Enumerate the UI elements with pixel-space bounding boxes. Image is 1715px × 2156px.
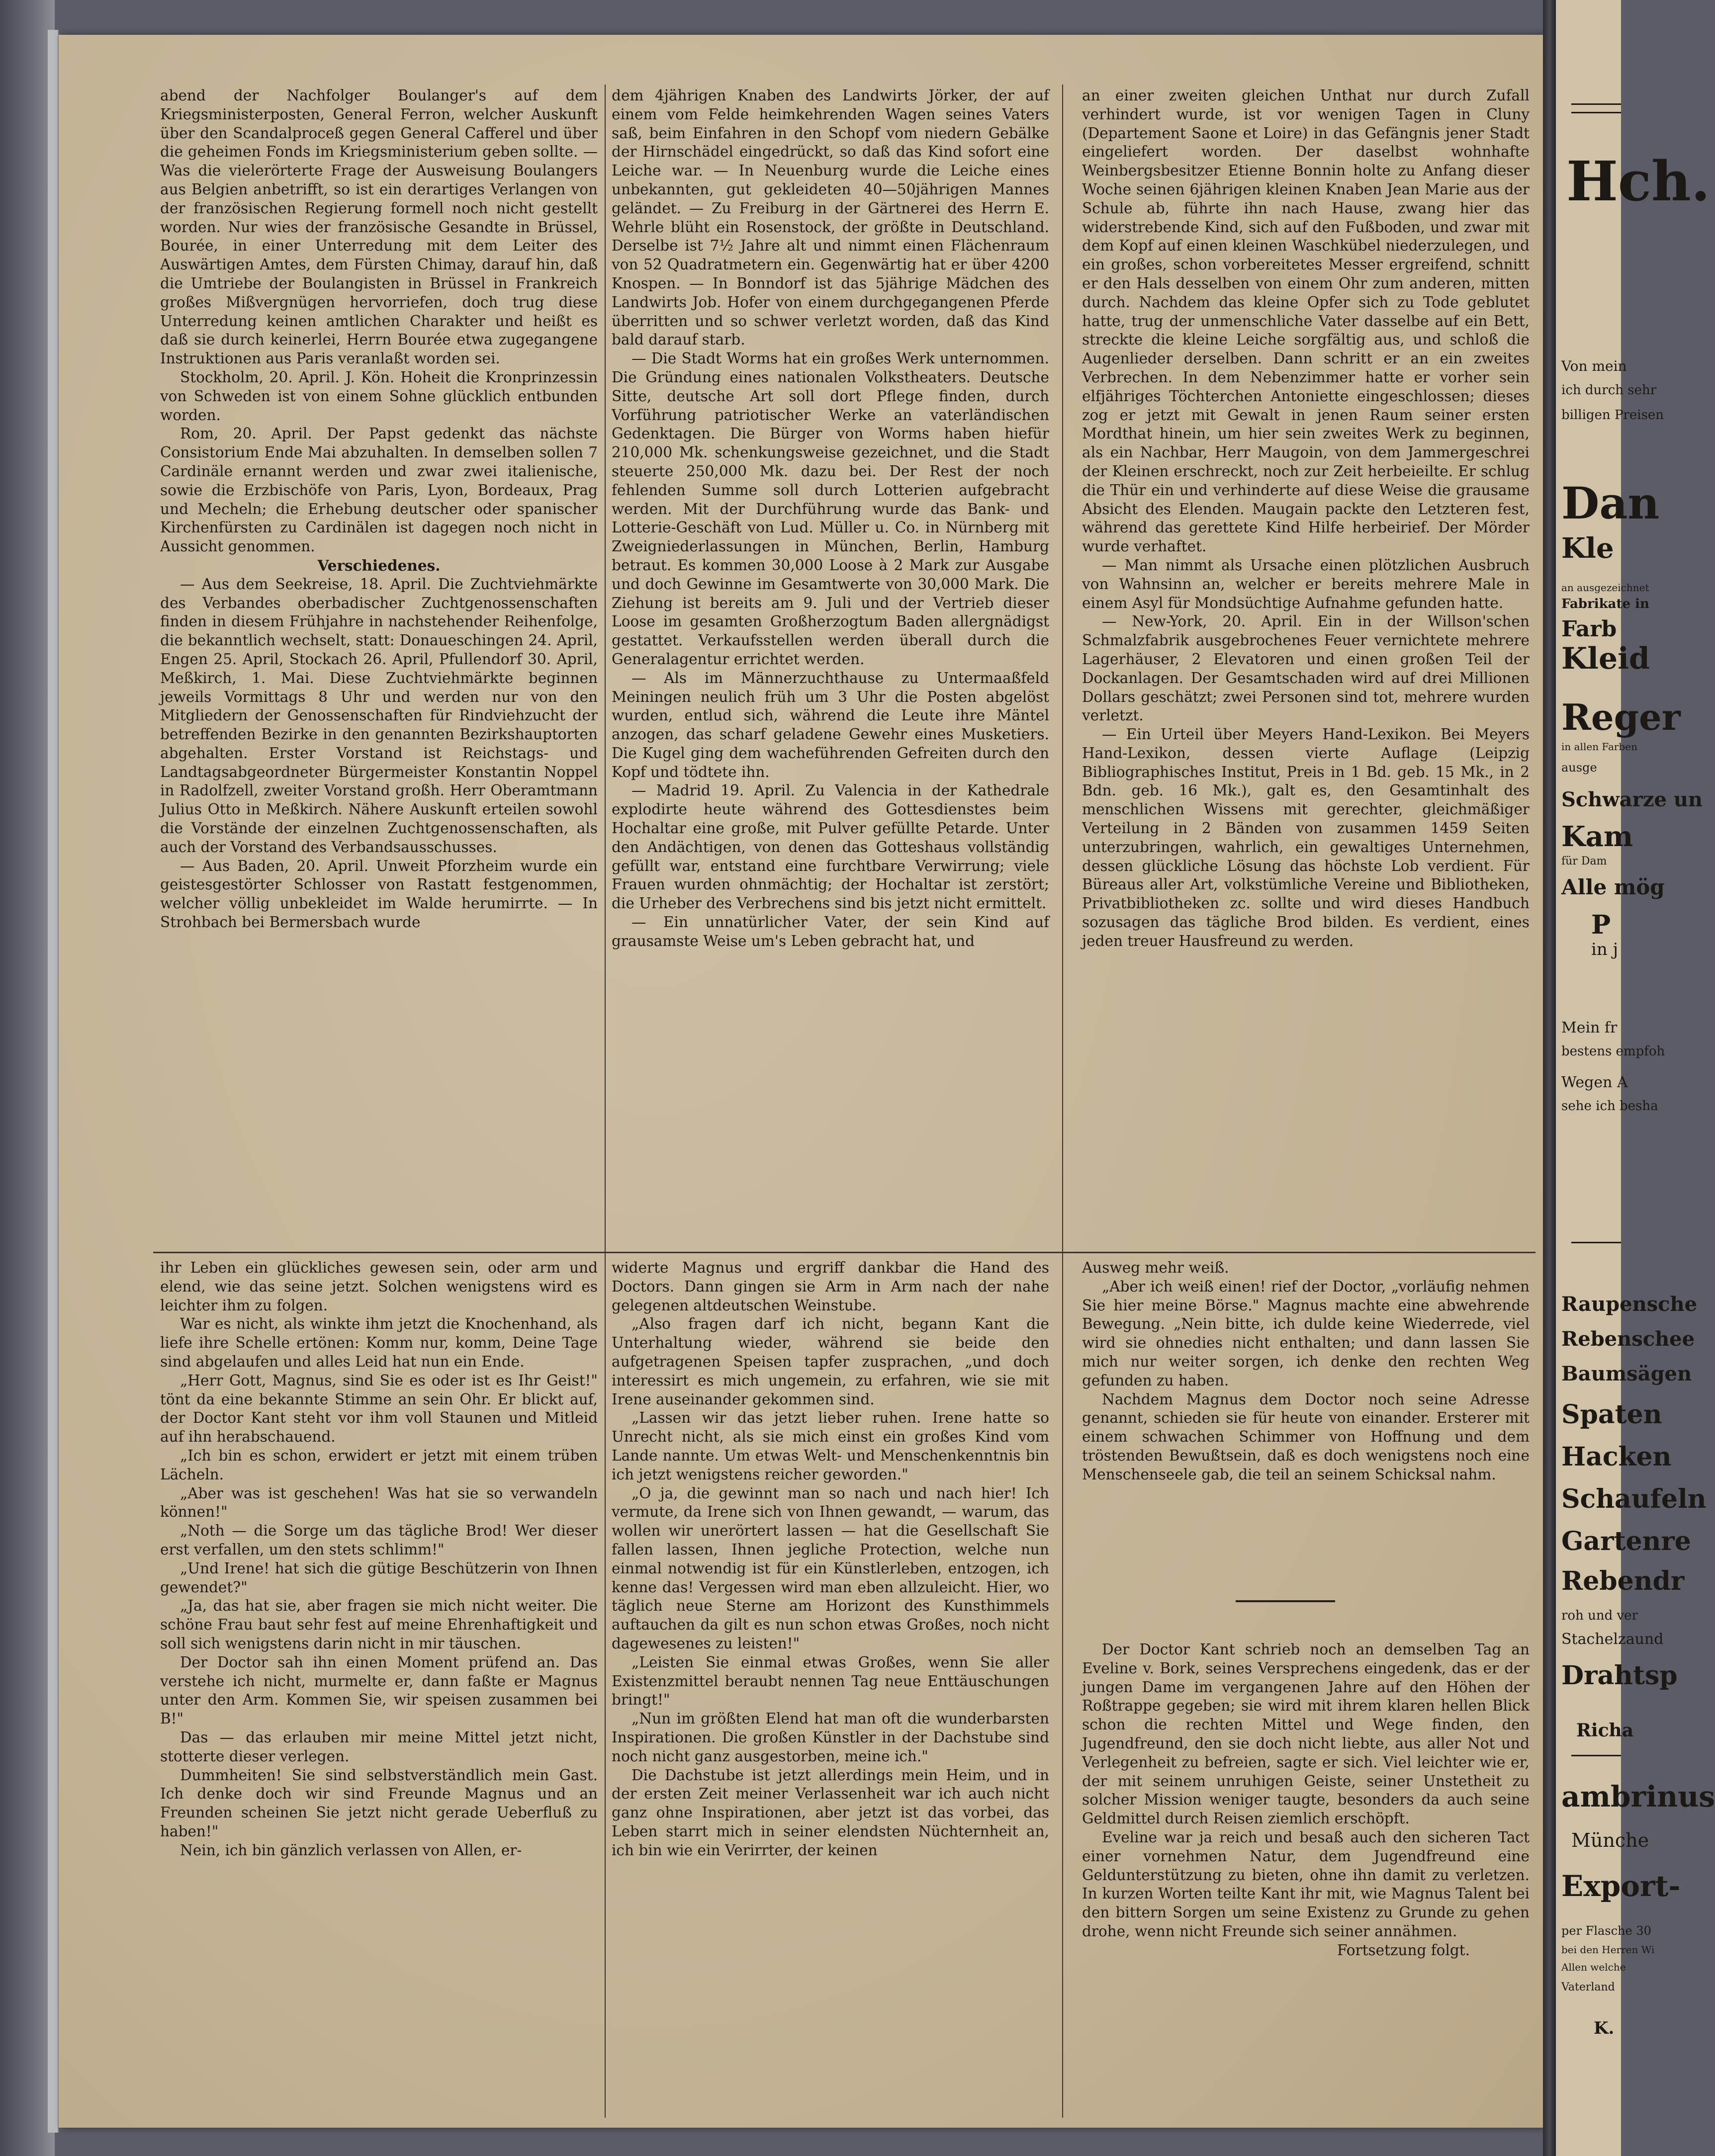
article-paragraph: Dummheiten! Sie sind selbstverständlich mein Gast. Ich denke doch wir sind Freunde Magnus und an Freunden scheinen Sie jetzt nicht gerade Ueberfluß zu haben!": [160, 1766, 598, 1840]
ad-fragment: Farb: [1561, 616, 1617, 642]
feuilleton-divider: [153, 1252, 1535, 1253]
continuation-note: Fortsetzung folgt.: [1337, 1941, 1470, 1959]
article-paragraph: — Ein unnatürlicher Vater, der sein Kind auf grausamste Weise um's Leben gebracht hat, und: [612, 914, 1049, 949]
article-paragraph: — Madrid 19. April. Zu Valencia in der Kathedrale explodirte heute während des Gottesdienstes beim Hochaltar eine große, mit Pulver gefüllte Petarde. Unter den Andächtigen, von denen das Gotteshaus vollständig gefüllt war, entstand eine furchtbare Verwirrung; viele Frauen wurden ohnmächtig; der Hochaltar ist zerstört; die Urheber des Verbrechens sind bis jetzt nicht ermittelt.: [612, 782, 1049, 912]
ad-fragment: Export-: [1561, 1869, 1681, 1903]
ad-fragment: Rebenschee: [1561, 1327, 1695, 1351]
article-continuation: Ausweg mehr weiß.: [1082, 1259, 1229, 1276]
article-paragraph: Der Doctor Kant schrieb noch an demselben Tag an Eveline v. Bork, seines Versprechens eingedenk, das er der jungen Dame im vergangenen Jahre auf den Höhen der Roßtrappe gegeben; sie wird mit ihrem klaren hellen Blick schon die rechten Mittel und Wege finden, den Jugendfreund, den sie doch nicht liebte, aus aller Not und Verlegenheit zu befreien, sagte er sich. Viel leichter wie er, der mit seinem unruhigen Geiste, seiner Unstetheit zu solcher Mission weniger taugte, besonders da auch seine Geldmittel durch Reisen ziemlich erschöpft.: [1082, 1641, 1530, 1827]
feuilleton-column-2: [612, 1259, 1049, 2119]
ad-rule: [1571, 1242, 1621, 1243]
feuilleton-column-1: [160, 1259, 598, 2119]
article-paragraph: — Aus dem Seekreise, 18. April. Die Zuchtviehmärkte des Verbandes oberbadischer Zuchtgenossenschaften finden in diesem Frühjahre in nachstehender Reihenfolge, die bekanntlich wechselt, statt: Donaueschingen 24. April, Engen 25. April, Stockach 26. April, Pfullendorf 30. April, Meßkirch, 1. Mai. Diese Zuchtviehmärkte beginnen jeweils Vormittags 8 Uhr und werden nur von den Mitgliedern der Genossenschaften für Rindviehzucht der betreffenden Bezirke in den genannten Bezirkshauptorten abgehalten. Erster Vorstand ist Reichstags- und Landtagsabgeordneter Bürgermeister Konstantin Noppel in Radolfzell, zweiter Vorstand großh. Herr Oberamtmann Julius Otto in Meßkirch. Nähere Auskunft erteilen sowohl die Vorstände der einzelnen Zuchtgenossenschaften, als auch der Vorstand des Verbandsausschusses.: [160, 575, 598, 856]
column-1-top: [160, 86, 598, 1267]
ad-fragment: in allen Farben: [1561, 741, 1637, 753]
article-paragraph: Nachdem Magnus dem Doctor noch seine Adresse genannt, schieden sie für heute von einander. Ersterer mit einem schwachen Schimmer von Hoffnung und dem tröstenden Bewußtsein, daß es doch wenigstens noch eine Menschenseele gab, die teil an seinem Schicksal nahm.: [1082, 1390, 1530, 1483]
section-heading: Verschiedenes.: [317, 556, 441, 574]
ad-fragment: Drahtsp: [1561, 1660, 1678, 1691]
article-continuation: abend der Nachfolger Boulanger's auf dem Kriegsministerposten, General Ferron, welcher Auskunft über den Scandalproceß gegen General Cafferel und über die geheimen Fonds im Kriegsministerium geben sollte. — Was die vielerörterte Frage der Ausweisung Boulangers aus Belgien anbetrifft, so ist ein derartiges Verlangen von der französischen Regierung formell noch nicht gestellt worden. Nur wies der französische Gesandte in Brüssel, Bourée, in einer Unterredung mit dem Leiter des Auswärtigen Amtes, dem Fürsten Chimay, darauf hin, daß die Umtriebe der Boulangisten in Brüssel in Frankreich großes Mißvergnügen hervorriefen, doch trug diese Unterredung keinen amtlichen Charakter und heißt es daß sie durch keinerlei, Herrn Bourée etwa zugegangene Instruktionen aus Paris veranlaßt worden sei.: [160, 87, 598, 367]
ad-fragment: Münche: [1571, 1829, 1649, 1851]
book-gutter: [1543, 0, 1556, 2156]
section-divider-ornament: [1236, 1600, 1335, 1602]
ad-fragment: per Flasche 30: [1561, 1924, 1651, 1938]
ad-fragment: K.: [1594, 2018, 1615, 2038]
article-paragraph: „Aber was ist geschehen! Was hat sie so verwandeln können!": [160, 1484, 598, 1521]
article-paragraph: Rom, 20. April. Der Papst gedenkt das nächste Consistorium Ende Mai abzuhalten. In demselben sollen 7 Cardinäle ernannt werden und zwar zwei italienische, sowie die Erzbischöfe von Paris, Lyon, Bordeaux, Prag und Mecheln; die Erhebung deutscher oder spanischer Kirchenfürsten zu Cardinälen ist dagegen noch nicht in Aussicht genommen.: [160, 425, 598, 555]
article-paragraph: Nein, ich bin gänzlich verlassen von Allen, er-: [180, 1841, 522, 1859]
article-paragraph: — Die Stadt Worms hat ein großes Werk unternommen. Die Gründung eines nationalen Volkstheaters. Deutsche Sitte, deutsche Art soll dort Pflege finden, durch Vorführung patriotischer Werke an vaterländischen Gedenktagen. Die Bürger von Worms haben hiefür 210,000 Mk. schenkungsweise gezeichnet, und die Stadt steuerte 250,000 Mk. dazu bei. Der Rest der noch fehlenden Summe soll durch Lotterien aufgebracht werden. Mit der Durchführung wurde das Bank- und Lotterie-Geschäft von Lud. Müller u. Co. in Nürnberg mit Zweigniederlassungen in München, Berlin, Hamburg betraut. Es kommen 30,000 Loose à 2 Mark zur Ausgabe und doch Gewinne im Gesamtwerte von 30,000 Mark. Die Ziehung ist bereits am 9. Juli und der Vertrieb dieser Loose im gesamten Großherzogtum Baden allergnädigst gestattet. Verkaufsstellen werden überall durch die Generalagentur errichtet werden.: [612, 350, 1049, 668]
ad-fragment: Mein fr: [1561, 1019, 1618, 1036]
article-continuation: widerte Magnus und ergriff dankbar die Hand des Doctors. Dann gingen sie Arm in Arm nach der nahe gelegenen altdeutschen Weinstube.: [612, 1259, 1049, 1314]
ad-fragment: Reger: [1561, 696, 1681, 738]
column-3-top: [1082, 86, 1530, 1267]
ad-fragment: billigen Preisen: [1561, 408, 1664, 423]
newspaper-page: [59, 35, 1543, 2128]
article-paragraph: „Ja, das hat sie, aber fragen sie mich nicht weiter. Die schöne Frau baut sehr fest auf meine Ehrenhaftigkeit und soll sich wenigstens darin nicht in mir täuschen.: [160, 1597, 598, 1652]
article-paragraph: — Als im Männerzuchthause zu Untermaaßfeld Meiningen neulich früh um 3 Uhr die Posten abgelöst wurden, entlud sich, während die Leute ihre Mäntel anzogen, das scharf geladene Gewehr eines Musketiers. Die Kugel ging dem wacheführenden Gefreiten durch den Kopf und tödtete ihn.: [612, 669, 1049, 780]
article-paragraph: „Lassen wir das jetzt lieber ruhen. Irene hatte so Unrecht nicht, als sie mich einst ein großes Kind vom Lande nannte. Um etwas Welt- und Menschenkenntnis bin ich jetzt wenigstens reicher geworden.": [612, 1409, 1049, 1483]
ad-fragment: bei den Herren Wi: [1561, 1944, 1655, 1956]
article-paragraph: „Ich bin es schon, erwidert er jetzt mit einem trüben Lächeln.: [160, 1447, 598, 1483]
page-stack-edge: [48, 30, 59, 2133]
ad-fragment: Kam: [1561, 820, 1633, 853]
article-continuation: dem 4jährigen Knaben des Landwirts Jörker, der auf einem vom Felde heimkehrenden Wagen seines Vaters saß, beim Einfahren in den Schopf vom niedern Gebälke der Hirnschädel eingedrückt, so daß das Kind sofort eine Leiche war. — In Neuenburg wurde die Leiche eines unbekannten, gut gekleideten 40—50jährigen Mannes geländet. — Zu Freiburg in der Gärtnerei des Herrn E. Wehrle blüht ein Rosenstock, der größte in Deutschland. Derselbe ist 7½ Jahre alt und nimmt einen Flächenraum von 52 Quadratmetern ein. Gegenwärtig hat er über 4200 Knospen. — In Bonndorf ist das 5jährige Mädchen des Landwirts Job. Hofer von einem durchgegangenen Pferde überritten und so schwer verletzt worden, daß das Kind bald darauf starb.: [612, 87, 1049, 348]
ad-fragment: Wegen A: [1561, 1074, 1628, 1091]
ad-fragment: Allen welche: [1561, 1961, 1626, 1973]
ad-fragment: P: [1591, 910, 1611, 940]
article-paragraph: „O ja, die gewinnt man so nach und nach hier! Ich vermute, da Irene sich von Ihnen gewandt, — warum, das wollen wir unerörtert lassen — hat die Gesellschaft Sie fallen lassen, Ihnen jegliche Protection, welche nun einmal notwendig ist für ein Künstlerleben, entzogen, ich kenne das! Vergessen wird man eben allzuleicht. Hier, wo täglich neue Sterne am Horizont des Kunsthimmels auftauchen da gilt es nun schon etwas Großes, noch nicht dagewesenes zu leisten!": [612, 1484, 1049, 1652]
ad-fragment: Baumsägen: [1561, 1362, 1692, 1385]
ad-fragment: Raupensche: [1561, 1293, 1698, 1316]
book-binding: [0, 0, 55, 2156]
article-paragraph: „Also fragen darf ich nicht, begann Kant die Unterhaltung wieder, während sie beide den aufgetragenen Speisen tapfer zusprachen, „und doch interessirt es mich ungemein, zu erfahren, wie sie mit Irene auseinander gekommen sind.: [612, 1315, 1049, 1408]
ad-rule: [1571, 112, 1621, 113]
feuilleton-column-3-top: [1082, 1259, 1530, 1584]
column-rule: [1062, 85, 1063, 1268]
article-paragraph: — Ein Urteil über Meyers Hand-Lexikon. Bei Meyers Hand-Lexikon, dessen vierte Auflage (Leipzig Bibliographisches Institut, Preis in 1 Bd. geb. 15 Mk., in 2 Bdn. geb. 16 Mk.), galt es, den Gesamtinhalt des menschlichen Wissens mit gerechter, gleichmäßiger Verteilung in 2 Bänden von zusammen 1459 Seiten unterzubringen, wahrlich, ein gewaltiges Unternehmen, dessen glückliche Lösung das höchste Lob verdient. Für Büreaus aller Art, volkstümliche Vereine und Bibliotheken, Privatbibliotheken zc. sollte und wird dieses Handbuch sozusagen das tägliche Brod bilden. Es verdient, eines jeden treuer Hausfreund zu werden.: [1082, 726, 1530, 949]
ad-fragment: sehe ich besha: [1561, 1099, 1658, 1114]
ad-fragment: Stachelzaund: [1561, 1631, 1664, 1648]
ad-rule: [1571, 103, 1621, 105]
ad-fragment: Alle mög: [1561, 875, 1665, 899]
column-2-top: [612, 86, 1049, 1267]
ad-fragment: Fabrikate in: [1561, 597, 1649, 611]
ad-fragment: Schaufeln: [1561, 1484, 1707, 1514]
ad-fragment: Richa: [1576, 1720, 1634, 1741]
ad-rule: [1571, 1755, 1621, 1756]
ad-fragment: Spaten: [1561, 1399, 1662, 1430]
column-rule: [1062, 1263, 1063, 2118]
article-paragraph: „Noth — die Sorge um das tägliche Brod! Wer dieser erst verfallen, um den stets schlimm!": [160, 1522, 598, 1558]
ad-fragment: an ausgezeichnet: [1561, 582, 1649, 594]
article-paragraph: — Man nimmt als Ursache einen plötzlichen Ausbruch von Wahnsinn an, welcher er bereits mehrere Male in einem Asyl für Mondsüchtige Aufnahme gefunden hatte.: [1082, 556, 1530, 611]
article-paragraph: War es nicht, als winkte ihm jetzt die Knochenhand, als liefe ihre Schelle ertönen: Komm nur, komm, Deine Tage sind abgelaufen und alles Leid hat nun ein Ende.: [160, 1315, 598, 1370]
ad-fragment: roh und ver: [1561, 1608, 1638, 1623]
ad-fragment: Dan: [1561, 477, 1660, 529]
article-paragraph: Der Doctor sah ihn einen Moment prüfend an. Das verstehe ich nicht, murmelte er, dann faßte er Magnus unter den Arm. Kommen Sie, wir speisen zusammen bei B!": [160, 1653, 598, 1727]
article-paragraph: Eveline war ja reich und besaß auch den sicheren Tact einer vornehmen Natur, dem Jugendfreund eine Geldunterstützung zu bieten, ohne ihn damit zu verletzen. In kurzen Worten teilte Kant ihr mit, wie Magnus Talent bei den bittern Sorgen um seine Existenz zu Grunde zu gehen drohe, wenn nicht Freunde sich seiner annähmen.: [1082, 1828, 1530, 1940]
article-paragraph: — New-York, 20. April. Ein in der Willson'schen Schmalzfabrik ausgebrochenes Feuer vernichtete mehrere Lagerhäuser, 2 Elevatoren und einen großen Teil der Dockanlagen. Der Gesamtschaden wird auf drei Millionen Dollars geschätzt; zwei Personen sind tot, mehrere wurden verletzt.: [1082, 613, 1530, 724]
ad-fragment: Gartenre: [1561, 1526, 1691, 1556]
article-continuation: an einer zweiten gleichen Unthat nur durch Zufall verhindert wurde, ist vor wenigen Tagen in Cluny (Departement Saone et Loire) in das Gefängnis jener Stadt eingeliefert worden. Der daselbst wohnhafte Weinbergsbesitzer Etienne Bonnin holte zu Anfang dieser Woche seinen 6jährigen kleinen Knaben Jean Marie aus der Schule ab, führte ihn nach Hause, zwang hier das widerstrebende Kind, sich auf den Fußboden, und zwar mit dem Kopf auf einen kleinen Waschkübel niederzulegen, und ein großes, schon vorbereitetes Messer ergreifend, schnitt er den Hals desselben von einem Ohr zum anderen, mitten durch. Nachdem das kleine Opfer sich zu Tode geblutet hatte, trug der unmenschliche Vater dasselbe auf ein Bett, streckte die kleine Leiche sorgfältig aus, und schloß die Augenlieder derselben. Dann schritt er an ein zweites Verbrechen. In dem Nebenzimmer hatte er vorher sein elfjähriges Töchterchen Antoniette eingeschlossen; dieses zog er jetzt mit Gewalt in jenen Raum seiner ersten Mordthat hinein, um hier sein zweites Werk zu beginnen, als ein Nachbar, Herr Maugoin, von dem Jammergeschrei der Kleinen erschreckt, noch zur Zeit herbeieilte. Er schlug die Thür ein und verhinderte auf diese Weise die grausame Absicht des Elenden. Maugain packte den Letzteren fest, während das gerettete Kind Hilfe herbeirief. Der Mörder wurde verhaftet.: [1082, 87, 1530, 555]
column-rule: [605, 1263, 606, 2118]
ad-fragment: Schwarze un: [1561, 788, 1703, 811]
article-paragraph: „Nun im größten Elend hat man oft die wunderbarsten Inspirationen. Die großen Künstler in der Dachstube sind noch nicht ganz ausgestorben, meine ich.": [612, 1710, 1049, 1765]
ad-fragment: ich durch sehr: [1561, 383, 1657, 398]
article-paragraph: „Herr Gott, Magnus, sind Sie es oder ist es Ihr Geist!" tönt da eine bekannte Stimme an sein Ohr. Er blickt auf, der Doctor Kant steht vor ihm voll Staunen und Mitleid auf ihn herabschauend.: [160, 1372, 598, 1446]
ad-fragment: Kleid: [1561, 641, 1650, 676]
ad-fragment: in j: [1591, 940, 1619, 959]
article-continuation: ihr Leben ein glückliches gewesen sein, oder arm und elend, wie das seine jetzt. Solchen wenigstens wird es leichter ihm zu folgen.: [160, 1259, 598, 1314]
feuilleton-column-3-bottom: [1082, 1640, 1530, 2088]
article-paragraph: „Leisten Sie einmal etwas Großes, wenn Sie aller Existenzmittel beraubt nennen Tag neue Enttäuschungen bringt!": [612, 1653, 1049, 1709]
ad-fragment: Von mein: [1561, 358, 1627, 374]
ad-fragment: Hacken: [1561, 1442, 1672, 1472]
ad-fragment: für Dam: [1561, 855, 1607, 867]
ad-fragment: Kle: [1561, 532, 1614, 565]
article-paragraph: — Aus Baden, 20. April. Unweit Pforzheim wurde ein geistesgestörter Schlosser von Rastatt festgenommen, welcher völlig unbekleidet im Walde herumirrte. — In Strohbach bei Bermersbach wurde: [160, 857, 598, 931]
article-paragraph: „Aber ich weiß einen! rief der Doctor, „vorläufig nehmen Sie hier meine Börse." Magnus machte eine abwehrende Bewegung. „Nein bitte, ich dulde keine Wiederrede, viel wird sie ohnedies nicht enthalten; und dann lassen Sie mich nur weiter sorgen, ich denke den rechten Weg gefunden zu haben.: [1082, 1278, 1530, 1389]
article-paragraph: „Und Irene! hat sich die gütige Beschützerin von Ihnen gewendet?": [160, 1559, 598, 1596]
ad-fragment: ambrinus: [1561, 1780, 1715, 1813]
ad-fragment: ausge: [1561, 761, 1597, 775]
article-paragraph: Die Dachstube ist jetzt allerdings mein Heim, und in der ersten Zeit meiner Verlassenheit war ich auch nicht ganz ohne Inspirationen, aber jetzt ist das vorbei, das Leben starrt mich in seiner elendsten Nüchternheit an, ich bin wie ein Verirrter, der keinen: [612, 1766, 1049, 1859]
article-paragraph: Stockholm, 20. April. J. Kön. Hoheit die Kronprinzessin von Schweden ist von einem Sohne glücklich entbunden worden.: [160, 368, 598, 424]
ad-fragment: Hch.: [1566, 149, 1711, 213]
ad-fragment: Rebendr: [1561, 1566, 1685, 1596]
article-paragraph: Das — das erlauben mir meine Mittel jetzt nicht, stotterte dieser verlegen.: [160, 1728, 598, 1765]
ad-fragment: Vaterland: [1561, 1981, 1615, 1993]
column-rule: [605, 85, 606, 1268]
ad-fragment: bestens empfoh: [1561, 1044, 1665, 1059]
